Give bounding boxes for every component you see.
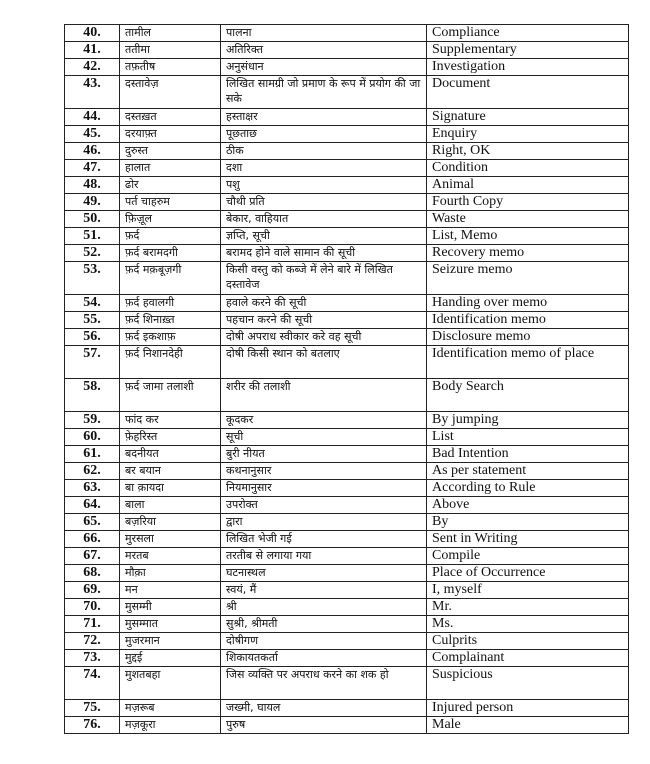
- urdu-term: मन: [120, 582, 221, 599]
- hindi-meaning: दोषी किसी स्थान को बतलाए: [221, 346, 427, 379]
- urdu-term: फांद कर: [120, 412, 221, 429]
- english-meaning: Enquiry: [427, 126, 629, 143]
- hindi-meaning: पशु: [221, 177, 427, 194]
- urdu-term: मुद्दई: [120, 650, 221, 667]
- glossary-table: [64, 24, 629, 734]
- hindi-meaning: दोषी अपराध स्वीकार करे वह सूची: [221, 329, 427, 346]
- english-meaning: Sent in Writing: [427, 531, 629, 548]
- urdu-term: बाला: [120, 497, 221, 514]
- entry-number: 74.: [65, 667, 120, 700]
- table-row: [65, 59, 629, 76]
- entry-number: 41.: [65, 42, 120, 59]
- hindi-meaning: ठीक: [221, 143, 427, 160]
- hindi-meaning: लिखित भेजी गई: [221, 531, 427, 548]
- english-meaning: Injured person: [427, 700, 629, 717]
- table-row: [65, 126, 629, 143]
- urdu-term: बज़रिया: [120, 514, 221, 531]
- hindi-meaning: दशा: [221, 160, 427, 177]
- urdu-term: तफ़तीष: [120, 59, 221, 76]
- english-meaning: Right, OK: [427, 143, 629, 160]
- entry-number: 50.: [65, 211, 120, 228]
- entry-number: 44.: [65, 109, 120, 126]
- hindi-meaning: स्वयं, मैं: [221, 582, 427, 599]
- entry-number: 57.: [65, 346, 120, 379]
- hindi-meaning: ज्ञप्ति, सूची: [221, 228, 427, 245]
- hindi-meaning: अतिरिक्त: [221, 42, 427, 59]
- english-meaning: Investigation: [427, 59, 629, 76]
- table-row: [65, 194, 629, 211]
- urdu-term: दस्तख़त: [120, 109, 221, 126]
- urdu-term: मुजरमान: [120, 633, 221, 650]
- english-meaning: List: [427, 429, 629, 446]
- english-meaning: Above: [427, 497, 629, 514]
- entry-number: 75.: [65, 700, 120, 717]
- urdu-term: फ़र्द हवालगी: [120, 295, 221, 312]
- urdu-term: मुशतबहा: [120, 667, 221, 700]
- entry-number: 43.: [65, 76, 120, 109]
- english-meaning: Compile: [427, 548, 629, 565]
- urdu-term: मरतब: [120, 548, 221, 565]
- english-meaning: Identification memo of place: [427, 346, 629, 379]
- table-row: [65, 412, 629, 429]
- urdu-term: तामील: [120, 25, 221, 42]
- table-row: [65, 480, 629, 497]
- entry-number: 42.: [65, 59, 120, 76]
- english-meaning: Condition: [427, 160, 629, 177]
- hindi-meaning: पहचान करने की सूची: [221, 312, 427, 329]
- urdu-term: मुसम्मी: [120, 599, 221, 616]
- urdu-term: फ़र्द निशानदेही: [120, 346, 221, 379]
- hindi-meaning: अनुसंधान: [221, 59, 427, 76]
- entry-number: 52.: [65, 245, 120, 262]
- table-row: [65, 599, 629, 616]
- urdu-term: फ़र्द शिनाख़्त: [120, 312, 221, 329]
- hindi-meaning: चौथी प्रति: [221, 194, 427, 211]
- table-row: [65, 211, 629, 228]
- entry-number: 51.: [65, 228, 120, 245]
- table-row: [65, 700, 629, 717]
- entry-number: 66.: [65, 531, 120, 548]
- table-row: [65, 262, 629, 295]
- entry-number: 54.: [65, 295, 120, 312]
- english-meaning: Bad Intention: [427, 446, 629, 463]
- entry-number: 48.: [65, 177, 120, 194]
- entry-number: 49.: [65, 194, 120, 211]
- table-row: [65, 177, 629, 194]
- table-row: [65, 228, 629, 245]
- urdu-term: फ़र्द मक़बूज़गी: [120, 262, 221, 295]
- english-meaning: Fourth Copy: [427, 194, 629, 211]
- hindi-meaning: जिस व्यक्ति पर अपराध करने का शक हो: [221, 667, 427, 700]
- english-meaning: By: [427, 514, 629, 531]
- urdu-term: मज़कूरा: [120, 717, 221, 734]
- urdu-term: फ़र्द: [120, 228, 221, 245]
- english-meaning: Ms.: [427, 616, 629, 633]
- entry-number: 46.: [65, 143, 120, 160]
- entry-number: 60.: [65, 429, 120, 446]
- table-row: [65, 616, 629, 633]
- table-row: [65, 717, 629, 734]
- entry-number: 62.: [65, 463, 120, 480]
- hindi-meaning: सुश्री, श्रीमती: [221, 616, 427, 633]
- table-row: [65, 429, 629, 446]
- entry-number: 40.: [65, 25, 120, 42]
- english-meaning: Identification memo: [427, 312, 629, 329]
- table-row: [65, 463, 629, 480]
- english-meaning: Recovery memo: [427, 245, 629, 262]
- english-meaning: Suspicious: [427, 667, 629, 700]
- hindi-meaning: पालना: [221, 25, 427, 42]
- urdu-term: फ़र्द जामा तलाशी: [120, 379, 221, 412]
- english-meaning: Complainant: [427, 650, 629, 667]
- table-row: [65, 667, 629, 700]
- urdu-term: दरयाफ़्त: [120, 126, 221, 143]
- table-row: [65, 531, 629, 548]
- urdu-term: मौक़ा: [120, 565, 221, 582]
- glossary-body: [65, 25, 629, 734]
- urdu-term: हालात: [120, 160, 221, 177]
- entry-number: 73.: [65, 650, 120, 667]
- table-row: [65, 76, 629, 109]
- english-meaning: Male: [427, 717, 629, 734]
- english-meaning: As per statement: [427, 463, 629, 480]
- hindi-meaning: सूची: [221, 429, 427, 446]
- hindi-meaning: हवाले करने की सूची: [221, 295, 427, 312]
- hindi-meaning: शरीर की तलाशी: [221, 379, 427, 412]
- hindi-meaning: श्री: [221, 599, 427, 616]
- table-row: [65, 245, 629, 262]
- english-meaning: According to Rule: [427, 480, 629, 497]
- english-meaning: Compliance: [427, 25, 629, 42]
- table-row: [65, 446, 629, 463]
- entry-number: 58.: [65, 379, 120, 412]
- entry-number: 59.: [65, 412, 120, 429]
- table-row: [65, 582, 629, 599]
- english-meaning: Handing over memo: [427, 295, 629, 312]
- urdu-term: बर बयान: [120, 463, 221, 480]
- table-row: [65, 329, 629, 346]
- hindi-meaning: बुरी नीयत: [221, 446, 427, 463]
- hindi-meaning: तरतीब से लगाया गया: [221, 548, 427, 565]
- english-meaning: Animal: [427, 177, 629, 194]
- urdu-term: ढोर: [120, 177, 221, 194]
- table-row: [65, 565, 629, 582]
- entry-number: 63.: [65, 480, 120, 497]
- hindi-meaning: शिकायतकर्ता: [221, 650, 427, 667]
- urdu-term: ततीमा: [120, 42, 221, 59]
- entry-number: 68.: [65, 565, 120, 582]
- hindi-meaning: द्वारा: [221, 514, 427, 531]
- entry-number: 70.: [65, 599, 120, 616]
- english-meaning: I, myself: [427, 582, 629, 599]
- urdu-term: फ़र्द इकशाफ़: [120, 329, 221, 346]
- english-meaning: By jumping: [427, 412, 629, 429]
- hindi-meaning: पूछताछ: [221, 126, 427, 143]
- hindi-meaning: कूदकर: [221, 412, 427, 429]
- table-row: [65, 25, 629, 42]
- english-meaning: Waste: [427, 211, 629, 228]
- table-row: [65, 514, 629, 531]
- entry-number: 76.: [65, 717, 120, 734]
- hindi-meaning: नियमानुसार: [221, 480, 427, 497]
- table-row: [65, 497, 629, 514]
- entry-number: 53.: [65, 262, 120, 295]
- english-meaning: Body Search: [427, 379, 629, 412]
- hindi-meaning: बेकार, वाहियात: [221, 211, 427, 228]
- entry-number: 67.: [65, 548, 120, 565]
- urdu-term: मुरसला: [120, 531, 221, 548]
- english-meaning: Culprits: [427, 633, 629, 650]
- english-meaning: Disclosure memo: [427, 329, 629, 346]
- table-row: [65, 379, 629, 412]
- table-row: [65, 312, 629, 329]
- english-meaning: Mr.: [427, 599, 629, 616]
- table-row: [65, 160, 629, 177]
- english-meaning: Signature: [427, 109, 629, 126]
- urdu-term: बा क़ायदा: [120, 480, 221, 497]
- entry-number: 56.: [65, 329, 120, 346]
- hindi-meaning: दोषीगण: [221, 633, 427, 650]
- english-meaning: Place of Occurrence: [427, 565, 629, 582]
- entry-number: 45.: [65, 126, 120, 143]
- hindi-meaning: घटनास्थल: [221, 565, 427, 582]
- entry-number: 65.: [65, 514, 120, 531]
- table-row: [65, 346, 629, 379]
- urdu-term: बदनीयत: [120, 446, 221, 463]
- entry-number: 72.: [65, 633, 120, 650]
- english-meaning: Seizure memo: [427, 262, 629, 295]
- table-row: [65, 295, 629, 312]
- hindi-meaning: कथनानुसार: [221, 463, 427, 480]
- hindi-meaning: उपरोक्त: [221, 497, 427, 514]
- entry-number: 47.: [65, 160, 120, 177]
- table-row: [65, 143, 629, 160]
- table-row: [65, 109, 629, 126]
- english-meaning: Supplementary: [427, 42, 629, 59]
- urdu-term: मुसम्मात: [120, 616, 221, 633]
- table-row: [65, 633, 629, 650]
- urdu-term: पर्त चाहरुम: [120, 194, 221, 211]
- hindi-meaning: बरामद होने वाले सामान की सूची: [221, 245, 427, 262]
- entry-number: 71.: [65, 616, 120, 633]
- table-row: [65, 650, 629, 667]
- urdu-term: फ़र्द बरामदगी: [120, 245, 221, 262]
- entry-number: 61.: [65, 446, 120, 463]
- urdu-term: दस्तावेज़: [120, 76, 221, 109]
- entry-number: 55.: [65, 312, 120, 329]
- hindi-meaning: किसी वस्तु को कब्जे में लेने बारे में लिखित दस्तावेज: [221, 262, 427, 295]
- urdu-term: दुरुस्त: [120, 143, 221, 160]
- entry-number: 64.: [65, 497, 120, 514]
- urdu-term: फ़िज़ूल: [120, 211, 221, 228]
- entry-number: 69.: [65, 582, 120, 599]
- hindi-meaning: हस्ताक्षर: [221, 109, 427, 126]
- urdu-term: फ़ेहरिस्त: [120, 429, 221, 446]
- urdu-term: मज़रूब: [120, 700, 221, 717]
- english-meaning: List, Memo: [427, 228, 629, 245]
- table-row: [65, 42, 629, 59]
- hindi-meaning: जख्मी, घायल: [221, 700, 427, 717]
- table-row: [65, 548, 629, 565]
- hindi-meaning: लिखित सामग्री जो प्रमाण के रूप में प्रयोग की जा सके: [221, 76, 427, 109]
- english-meaning: Document: [427, 76, 629, 109]
- hindi-meaning: पुरुष: [221, 717, 427, 734]
